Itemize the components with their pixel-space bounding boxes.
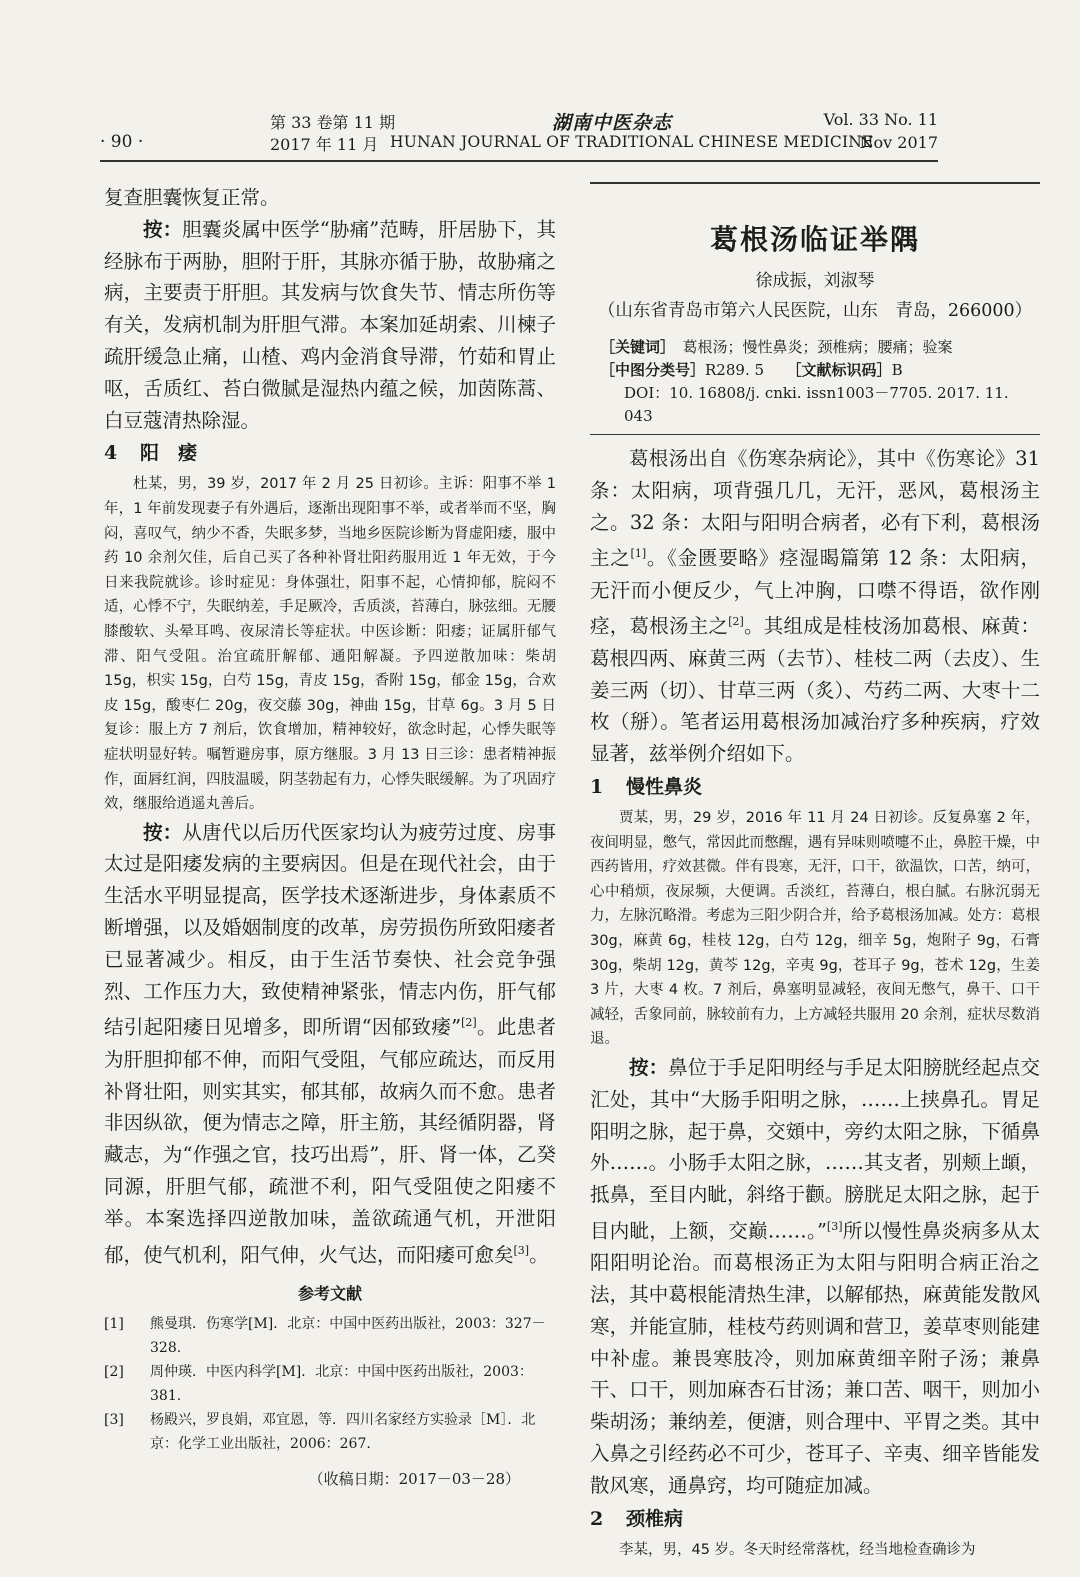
commentary-text: 胆囊炎属中医学“胁痛”范畴，肝居胁下，其经脉布于两胁，胆附于肝，其脉亦循于胁，故胁痛之病，主要责于肝胆。其发病与饮食失节、情志所伤等有关，发病机制为肝胆气滞。本案加延胡索、川楝子疏肝缓急止痛，山楂、鸡内金消食导滞，竹茹和胃止呕，舌质红、苔白微腻是湿热内蕴之候，加茵陈蒿、白豆蔻清热除湿。	[104, 217, 556, 432]
page-number: · 90 ·	[100, 132, 144, 152]
section-number: 4	[104, 442, 118, 465]
commentary-label: 按：	[629, 1055, 669, 1079]
intro-text: 。其组成是桂枝汤加葛根、麻黄：葛根四两、麻黄三两（去节）、桂枝二两（去皮）、生姜三两（切）、甘草三两（炙）、芍药二两、大枣十二枚（掰）。笔者运用葛根汤加减治疗多种疾病，疗效显著，兹举例介绍如下。	[590, 614, 1040, 766]
reference-number: [1]	[104, 1315, 124, 1332]
article-top-rule	[590, 182, 1040, 184]
left-column	[104, 182, 556, 1489]
journal-title-cn: 湖南中医杂志	[552, 112, 673, 134]
reference-number: [3]	[104, 1411, 124, 1428]
case-report: 李某，男，45 岁。冬天时经常落枕，经当地检查确诊为	[619, 1541, 976, 1558]
volume-info: Vol. 33 No. 11	[823, 110, 938, 129]
reference-text: 杨殿兴，罗良娟，邓宜恩，等．四川名家经方实验录［M］．北京：化学工业出版社，2006：267.	[150, 1411, 536, 1452]
section-heading	[590, 772, 1040, 802]
keywords-text: 葛根汤；慢性鼻炎；颈椎病；腰痛；验案	[682, 338, 953, 356]
classification-line	[600, 359, 1040, 382]
section-heading	[590, 1504, 1040, 1534]
reference-text: 熊曼琪．伤寒学[M]．北京：中国中医药出版社，2003：327－328.	[150, 1315, 546, 1356]
doi-line: DOI：10. 16808/j. cnki. issn1003－7705. 2017. 11. 043	[624, 384, 1009, 425]
commentary-paragraph	[104, 817, 556, 1271]
reference-number: [2]	[104, 1363, 124, 1380]
date-cn: 2017 年 11 月	[270, 135, 379, 154]
section-title: 阳 痿	[140, 442, 198, 465]
citation: [3]	[826, 1219, 843, 1233]
section-title: 慢性鼻炎	[626, 775, 703, 798]
article-affiliation: （山东省青岛市第六人民医院，山东 青岛，266000）	[597, 301, 1033, 321]
article-header-rule	[590, 434, 1040, 435]
section-heading	[104, 438, 556, 468]
intro-paragraph	[590, 443, 1040, 770]
article-authors: 徐成振，刘淑琴	[755, 271, 875, 291]
case-report: 贾某，男，29 岁，2016 年 11 月 24 日初诊。反复鼻塞 2 年，夜间明显，憋气，常因此而憋醒，遇有异味则喷嚏不止，鼻腔干燥，中西药皆用，疗效甚微。伴有畏寒，无汗，口干，欲温饮，口苦，纳可，心中稍烦，夜尿频，大便调。舌淡红，苔薄白，根白腻。右脉沉弱无力，左脉沉略滑。考虑为三阳少阴合并，给予葛根汤加减。处方：葛根 30g，麻黄 6g，桂枝 12g，白芍 12g，细辛 5g，炮附子 9g，石膏 30g，柴胡 12g，黄芩 12g，辛夷 9g，苍耳子 9g，苍术 12g，生姜 3 片，大枣 4 枚。7 剂后，鼻塞明显减轻，夜间无憋气，鼻干、口干减轻，舌象同前，脉较前有力，上方减轻共服用 20 余剂，症状尽数消退。	[590, 809, 1040, 1048]
citation: [2]	[728, 615, 744, 629]
header-rule	[100, 160, 938, 162]
reference-text: 周仲瑛．中医内科学[M]．北京：中国中医药出版社，2003：381.	[150, 1363, 533, 1404]
doc-code-text: B	[891, 361, 903, 379]
intro-text: 葛根汤出自《伤寒杂病论》，其中《伤寒论》31 条：太阳病，项背强几几，无汗，恶风，葛根汤主之。32 条：太阳与阳明合病者，必有下利，葛根汤主之	[590, 447, 1040, 570]
commentary-label: 按：	[143, 820, 183, 844]
issue-cn: 第 33 卷第 11 期	[270, 113, 396, 132]
keywords-line	[600, 336, 1040, 359]
citation: [2]	[461, 1016, 477, 1030]
commentary-text: 鼻位于手足阳明经与手足太阳膀胱经起点交汇处，其中“大肠手阳明之脉，……上挟鼻孔。胃足阳明之脉，起于鼻，交頞中，旁约太阳之脉，下循鼻外……。小肠手太阳之脉，……其支者，别颊上䪼，抵鼻，至目内眦，斜络于颧。膀胱足太阳之脉，起于目内眦，上额，交巅……。”	[590, 1055, 1040, 1243]
commentary-paragraph	[104, 214, 556, 437]
commentary-text: 。	[529, 1243, 549, 1267]
section-number: 2	[590, 1507, 604, 1530]
commentary-paragraph	[590, 1052, 1040, 1502]
citation: [3]	[513, 1243, 530, 1257]
references-title: 参考文献	[297, 1283, 362, 1303]
page-header	[100, 108, 938, 158]
clc-label: ［中图分类号］	[600, 361, 706, 379]
section-title: 颈椎病	[626, 1507, 684, 1530]
reference-item	[104, 1408, 556, 1456]
received-date: （收稿日期：2017－03－28）	[308, 1469, 520, 1488]
journal-title-en: HUNAN JOURNAL OF TRADITIONAL CHINESE MEDICINE	[390, 133, 874, 151]
intro-text: 。《金匮要略》痉湿暍篇第 12 条：太阳病，无汗而小便反少，气上冲胸，口噤不得语，欲作刚痉，葛根汤主之	[590, 546, 1040, 638]
commentary-text: 。此患者为肝胆抑郁不伸，而阳气受阻，气郁应疏达，而反用补肾壮阳，则实其实，郁其郁，故病久而不愈。患者非因纵欲，便为情志之障，肝主筋，其经循阴器，肾藏志，为“作强之官，技巧出焉”，肝、肾一体，乙癸同源，肝胆气郁，疏泄不利，阳气受阻使之阳痿不举。本案选择四逆散加味，盖欲疏通气机，开泄阳郁，使气机利，阳气伸，火气达，而阳痿可愈矣	[104, 1015, 556, 1267]
commentary-text: 从唐代以后历代医家均认为疲劳过度、房事太过是阳痿发病的主要病因。但是在现代社会，由于生活水平明显提高，医学技术逐渐进步，身体素质不断增强，以及婚姻制度的改革，房劳损伤所致阳痿者已显著减少。相反，由于生活节奏快、社会竞争强烈、工作压力大，致使精神紧张，情志内伤，肝气郁结引起阳痿日见增多，即所谓“因郁致痿”	[104, 820, 556, 1039]
continued-line: 复查胆囊恢复正常。	[104, 186, 280, 209]
right-column	[590, 182, 1040, 1562]
section-number: 1	[590, 775, 604, 798]
article-title: 葛根汤临证举隅	[709, 223, 920, 256]
citation: [1]	[630, 547, 647, 561]
doc-code-label: ［文献标识码］	[794, 361, 892, 379]
clc-text: R289. 5	[705, 361, 765, 379]
reference-item	[104, 1360, 556, 1408]
keywords-label: ［关键词］	[600, 338, 668, 356]
reference-item	[104, 1312, 556, 1360]
commentary-text: 所以慢性鼻炎病多从太阳阳明论治。而葛根汤正为太阳与阳明合病正治之法，其中葛根能清热生津，以解郁热，麻黄能发散风寒，并能宣肺，桂枝芍药则调和营卫，姜草枣则能建中补虚。兼畏寒肢冷，则加麻黄细辛附子汤；兼鼻干、口干，则加麻杏石甘汤；兼口苦、咽干，则加小柴胡汤；兼纳差，便溏，则合理中、平胃之类。其中入鼻之引经药必不可少，苍耳子、辛夷、细辛皆能发散风寒，通鼻窍，均可随症加减。	[590, 1219, 1040, 1497]
date-en: Nov 2017	[859, 133, 938, 152]
commentary-label: 按：	[143, 217, 183, 241]
case-report: 杜某，男，39 岁，2017 年 2 月 25 日初诊。主诉：阳事不举 1 年，1 年前发现妻子有外遇后，逐渐出现阳事不举，或者举而不坚，胸闷，喜叹气，纳少不香，失眠多梦，当地乡医院诊断为肾虚阳痿，服中药 10 余剂欠佳，后自己买了各种补肾壮阳药服用近 1 年无效，于今日来我院就诊。诊时症见：身体强壮，阳事不起，心情抑郁，脘闷不适，心悸不宁，失眠纳差，手足厥冷，舌质淡，苔薄白，脉弦细。无腰膝酸软、头晕耳鸣、夜尿清长等症状。中医诊断：阳痿；证属肝郁气滞、阳气受阻。治宜疏肝解郁、通阳解凝。予四逆散加味：柴胡 15g，枳实 15g，白芍 15g，青皮 15g，香附 15g，郁金 15g，合欢皮 15g，酸枣仁 20g，夜交藤 30g，神曲 15g，甘草 6g。3 月 5 日复诊：服上方 7 剂后，饮食增加，精神较好，欲念时起，心悸失眠等症状明显好转。嘱暂避房事，原方继服。3 月 13 日三诊：患者精神振作，面唇红润，四肢温暖，阴茎勃起有力，心悸失眠缓解。为了巩固疗效，继服给逍遥丸善后。	[104, 476, 556, 813]
